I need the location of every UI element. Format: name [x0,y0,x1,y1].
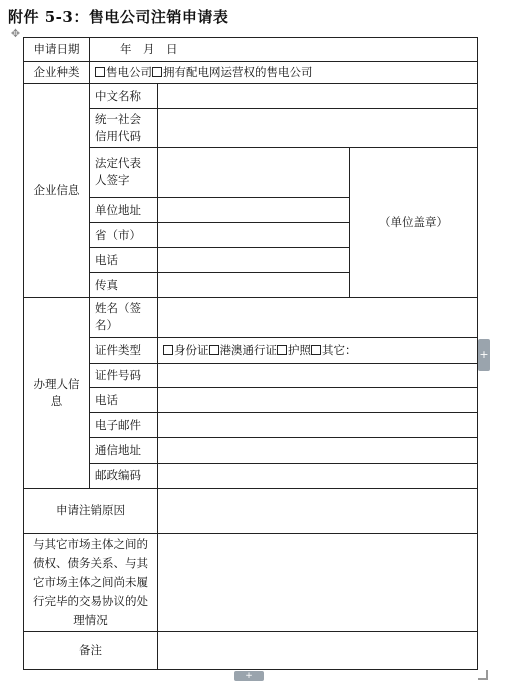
table-move-icon[interactable]: ✥ [10,27,21,40]
id-type-options [158,337,478,363]
field-label: 传真 [90,273,158,297]
field-label: 证件号码 [90,363,158,387]
handler-info-label: 办理人信息 [24,297,90,488]
option-label: 护照 [288,342,311,357]
field-value[interactable] [158,147,350,197]
enterprise-info-label: 企业信息 [24,84,90,297]
checkbox[interactable] [152,67,162,77]
checkbox[interactable] [95,67,105,77]
field-label: 电话 [90,248,158,273]
cancel-reason-label: 申请注销原因 [24,488,158,533]
field-value[interactable] [158,197,350,222]
add-column-icon[interactable]: + [478,339,490,371]
field-value[interactable] [158,413,478,438]
option-label: 其它： [322,342,357,357]
field-label: 通信地址 [90,438,158,463]
cancellation-form-table [23,37,478,670]
option-label: 拥有配电网运营权的售电公司 [163,65,313,80]
field-value[interactable] [158,463,478,488]
field-value[interactable] [158,273,350,297]
field-value[interactable] [158,363,478,387]
apply-date-value[interactable]: 年 月 日 [90,38,478,62]
apply-date-label: 申请日期 [24,38,90,62]
checkbox[interactable] [311,345,321,355]
relations-label: 与其它市场主体之间的债权、债务关系、与其它市场主体之间尚未履行完毕的交易协议的处理情况 [24,534,158,632]
field-value[interactable] [158,248,350,273]
field-value[interactable] [158,438,478,463]
checkbox[interactable] [163,345,173,355]
resize-handle-icon[interactable] [478,670,488,680]
field-value[interactable] [158,84,478,109]
field-label: 邮政编码 [90,463,158,488]
checkbox[interactable] [209,345,219,355]
field-value[interactable] [158,297,478,337]
field-label: 电子邮件 [90,413,158,438]
field-label: 中文名称 [90,84,158,109]
field-value[interactable] [158,388,478,413]
field-label: 单位地址 [90,197,158,222]
field-label: 姓名（签名） [90,297,158,337]
form-title: 附件 5-3：售电公司注销申请表 [8,8,229,26]
option-label: 港澳通行证 [219,342,277,357]
field-value[interactable] [158,223,350,248]
field-label: 省（市） [90,223,158,248]
remarks-label: 备注 [24,631,158,669]
field-label: 法定代表人签字 [90,147,158,197]
option-label: 身份证 [174,342,209,357]
field-label: 证件类型 [90,337,158,363]
option-label: 售电公司 [106,65,152,80]
add-row-icon[interactable]: + [234,671,264,681]
field-label: 电话 [90,388,158,413]
field-value[interactable] [158,109,478,147]
relations-value[interactable] [158,534,478,632]
seal-area: （单位盖章） [350,147,478,297]
checkbox[interactable] [277,345,287,355]
enterprise-type-options [90,62,478,84]
enterprise-type-label: 企业种类 [24,62,90,84]
cancel-reason-value[interactable] [158,488,478,533]
field-label: 统一社会信用代码 [90,109,158,147]
remarks-value[interactable] [158,631,478,669]
